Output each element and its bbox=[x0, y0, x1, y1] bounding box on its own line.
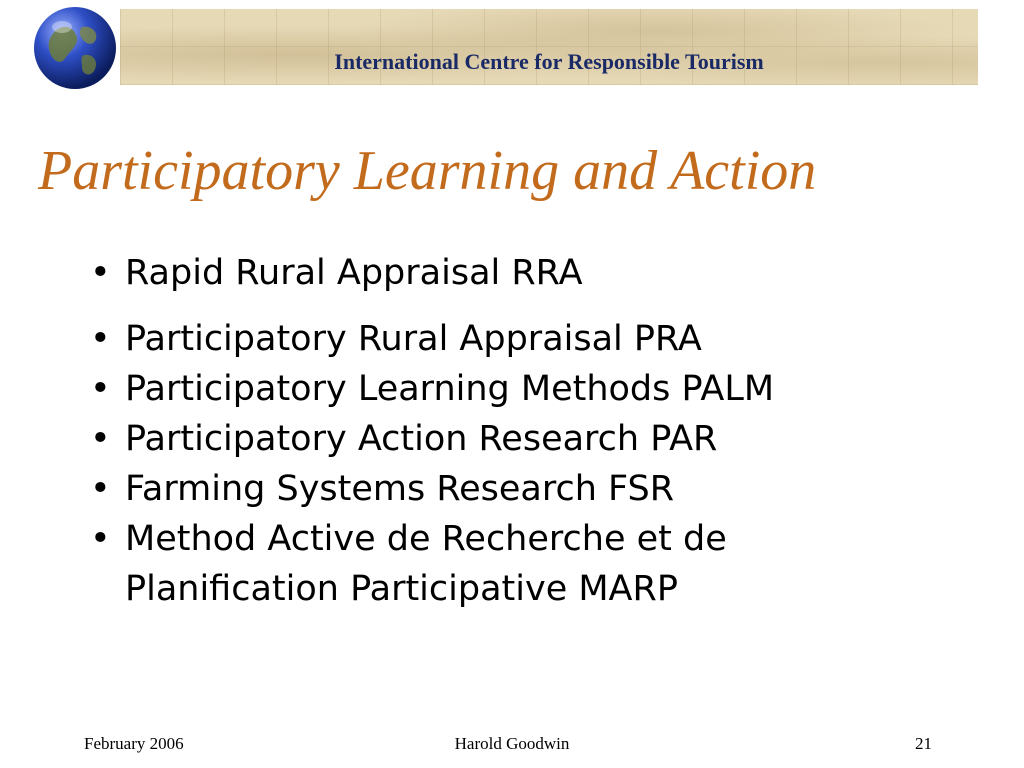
footer-page-number: 21 bbox=[915, 734, 932, 753]
header-banner bbox=[120, 9, 978, 85]
globe-icon bbox=[32, 5, 118, 91]
list-item bbox=[90, 248, 970, 298]
bullet-icon: • bbox=[90, 419, 111, 459]
bullet-icon: • bbox=[90, 519, 111, 559]
banner-title: International Centre for Responsible Tourism bbox=[334, 49, 764, 74]
list-item bbox=[90, 414, 970, 464]
list-item-text: Participatory Rural Appraisal PRA bbox=[125, 319, 702, 359]
bullet-icon: • bbox=[90, 369, 111, 409]
bullet-icon: • bbox=[90, 253, 111, 293]
list-item-text: Participatory Action Research PAR bbox=[125, 419, 718, 459]
bullet-icon: • bbox=[90, 319, 111, 359]
list-item bbox=[90, 464, 970, 514]
list-item-text: Farming Systems Research FSR bbox=[125, 469, 675, 509]
bullet-list bbox=[90, 248, 970, 614]
footer-date: February 2006 bbox=[84, 734, 184, 753]
list-item-text: Rapid Rural Appraisal RRA bbox=[125, 253, 583, 293]
slide-title: Participatory Learning and Action bbox=[38, 140, 817, 202]
list-item-text: Participatory Learning Methods PALM bbox=[125, 369, 775, 409]
list-item bbox=[90, 514, 845, 614]
list-item bbox=[90, 364, 970, 414]
bullet-icon: • bbox=[90, 469, 111, 509]
list-item-text: Method Active de Recherche et de Planification Participative MARP bbox=[125, 519, 727, 609]
footer-author: Harold Goodwin bbox=[454, 734, 570, 753]
list-item bbox=[90, 314, 970, 364]
